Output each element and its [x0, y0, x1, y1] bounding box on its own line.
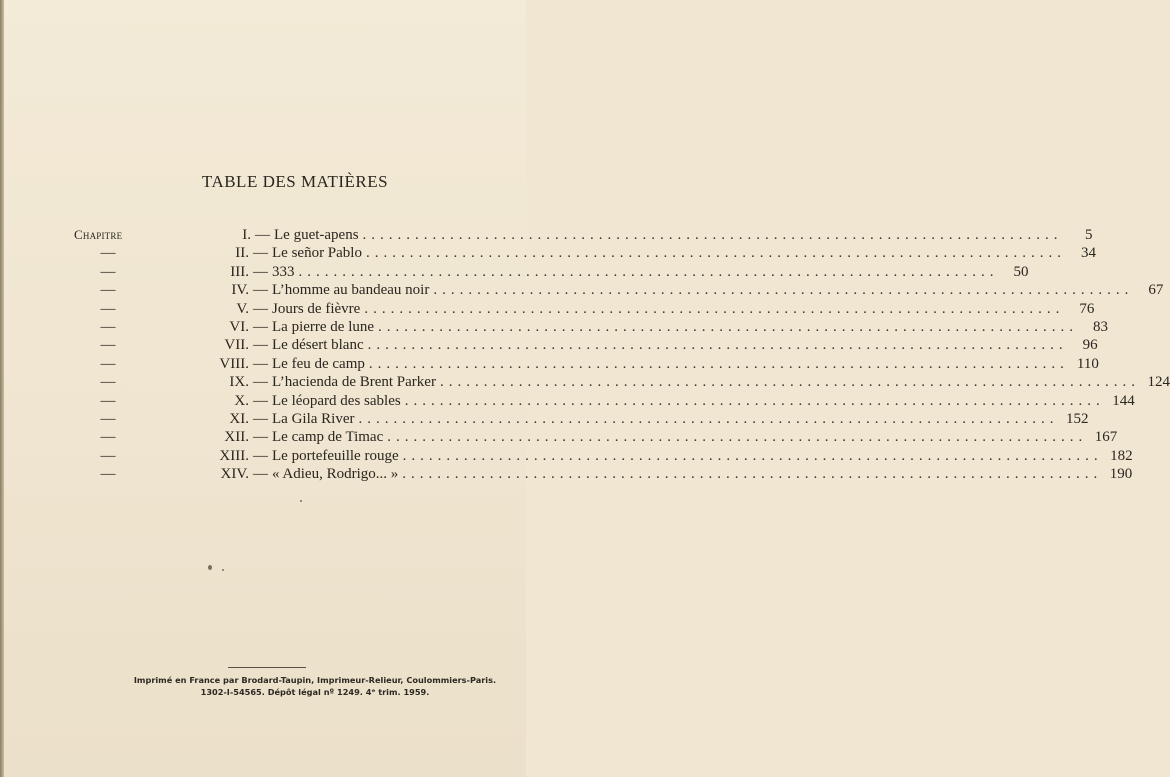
page-number: 144	[1112, 392, 1135, 409]
toc-entry	[72, 429, 1118, 447]
toc-entry	[72, 447, 1133, 466]
ditto-mark: —	[100, 410, 116, 427]
entry-dash: —	[253, 355, 268, 372]
page-number: 167	[1094, 429, 1118, 446]
chapter-number: XII.	[224, 429, 249, 446]
ditto-mark: —	[100, 466, 116, 483]
toc-entry	[72, 410, 1089, 429]
page-edge-shadow	[0, 0, 4, 777]
entry-dash: —	[253, 245, 268, 262]
chapter-number: V.	[236, 300, 249, 317]
entry-dash: —	[253, 300, 268, 317]
dot-leader: ................................................................................	[439, 374, 1140, 391]
entry-dash: —	[253, 392, 268, 409]
chapter-number: VII.	[224, 337, 249, 354]
page-number: 152	[1065, 410, 1089, 427]
chapter-number: III.	[230, 263, 249, 280]
ditto-mark: —	[100, 300, 116, 317]
entry-dash: —	[255, 227, 270, 243]
dot-leader: ................................................................................	[402, 447, 1103, 464]
ditto-mark: —	[100, 429, 116, 446]
dot-leader: ................................................................................	[358, 410, 1059, 427]
ditto-mark: —	[100, 392, 116, 409]
page-number: 182	[1110, 447, 1133, 464]
chapter-title: La Gila River	[272, 410, 355, 427]
toc-entry	[72, 392, 1135, 411]
page-number: 96	[1082, 337, 1098, 354]
dot-leader: ................................................................................	[368, 355, 1069, 372]
page-number: 76	[1079, 300, 1095, 317]
imprint-rule	[228, 667, 306, 668]
ditto-mark: —	[100, 263, 116, 280]
page-number: 5	[1085, 227, 1093, 243]
dot-leader: ................................................................................	[433, 282, 1134, 299]
toc-entry	[72, 355, 1099, 374]
table-of-contents	[72, 227, 1170, 484]
paper-speck	[208, 565, 212, 570]
chapter-title: 333	[272, 263, 295, 280]
ditto-mark: —	[100, 282, 116, 299]
dot-leader: ................................................................................	[387, 429, 1088, 446]
ditto-mark: —	[100, 355, 116, 372]
chapter-title: Le désert blanc	[272, 337, 364, 354]
chapter-title: Le señor Pablo	[272, 245, 362, 262]
chapter-number: VIII.	[219, 355, 249, 372]
chapter-number: II.	[235, 245, 249, 262]
toc-entry	[72, 227, 1093, 245]
entry-dash: —	[253, 410, 268, 427]
paper-speck	[300, 500, 302, 502]
entry-dash: —	[253, 263, 268, 280]
page-number: 110	[1076, 355, 1099, 372]
chapter-title: « Adieu, Rodrigo... »	[272, 466, 399, 483]
page-number: 34	[1080, 245, 1096, 262]
toc-entry	[72, 282, 1164, 300]
ditto-mark: —	[100, 245, 116, 262]
ditto-mark: —	[100, 447, 116, 464]
entry-dash: —	[253, 466, 268, 483]
ditto-mark: —	[100, 318, 116, 335]
entry-dash: —	[253, 318, 268, 335]
dot-leader: ................................................................................	[367, 337, 1068, 354]
page-number: 83	[1093, 318, 1109, 335]
dot-leader: ................................................................................	[298, 263, 999, 280]
chapter-title: Le léopard des sables	[272, 392, 401, 409]
toc-entry	[72, 374, 1170, 392]
chapter-number: XIII.	[219, 447, 249, 464]
entry-dash: —	[253, 282, 268, 299]
entry-dash: —	[253, 447, 268, 464]
dot-leader: ................................................................................	[404, 392, 1105, 409]
chapter-title: Le feu de camp	[272, 355, 365, 372]
imprint-line-2: 1302-I-54565. Dépôt légal nº 1249. 4ᵉ trim. 1959.	[200, 687, 430, 697]
dot-leader: ................................................................................	[402, 466, 1103, 483]
imprint-line-1: Imprimé en France par Brodard-Taupin, Imprimeur-Relieur, Coulommiers-Paris.	[133, 675, 497, 685]
toc-entry	[72, 318, 1109, 337]
chapter-title: L’hacienda de Brent Parker	[272, 374, 436, 391]
chapter-number: XI.	[229, 410, 249, 427]
entry-dash: —	[253, 337, 268, 354]
page-title: TABLE DES MATIÈRES	[201, 172, 389, 191]
chapter-number: X.	[234, 392, 249, 409]
toc-entry	[72, 337, 1098, 355]
chapter-title: L’homme au bandeau noir	[272, 282, 430, 299]
entry-dash: —	[253, 429, 268, 446]
toc-entry	[72, 245, 1096, 263]
page-number: 50	[1013, 263, 1029, 280]
dot-leader: ................................................................................	[362, 227, 1063, 243]
toc-entry	[72, 263, 1029, 282]
toc-entry	[72, 300, 1095, 319]
chapter-number: VI.	[229, 318, 249, 335]
chapter-title: La pierre de lune	[272, 318, 375, 335]
toc-entry	[72, 466, 1133, 484]
ditto-mark: —	[100, 337, 116, 354]
chapter-title: Jours de fièvre	[272, 300, 361, 317]
chapter-number: IX.	[229, 374, 249, 391]
page-number: 190	[1109, 466, 1133, 483]
chapter-title: Le portefeuille rouge	[272, 447, 399, 464]
printer-imprint	[100, 674, 530, 698]
ditto-mark: —	[100, 374, 116, 391]
page-number: 124	[1147, 374, 1170, 391]
paper-speck	[222, 569, 224, 571]
chapter-title: Le guet-apens	[274, 227, 359, 243]
entry-dash: —	[253, 374, 268, 391]
chapter-label: Chapitre	[74, 227, 123, 242]
page-number: 67	[1148, 282, 1164, 299]
chapter-number: XIV.	[220, 466, 249, 483]
chapter-number: IV.	[231, 282, 249, 299]
dot-leader: ................................................................................	[378, 318, 1079, 335]
chapter-number: I.	[242, 227, 251, 243]
dot-leader: ................................................................................	[364, 300, 1065, 317]
chapter-title: Le camp de Timac	[272, 429, 384, 446]
dot-leader: ................................................................................	[365, 245, 1066, 262]
